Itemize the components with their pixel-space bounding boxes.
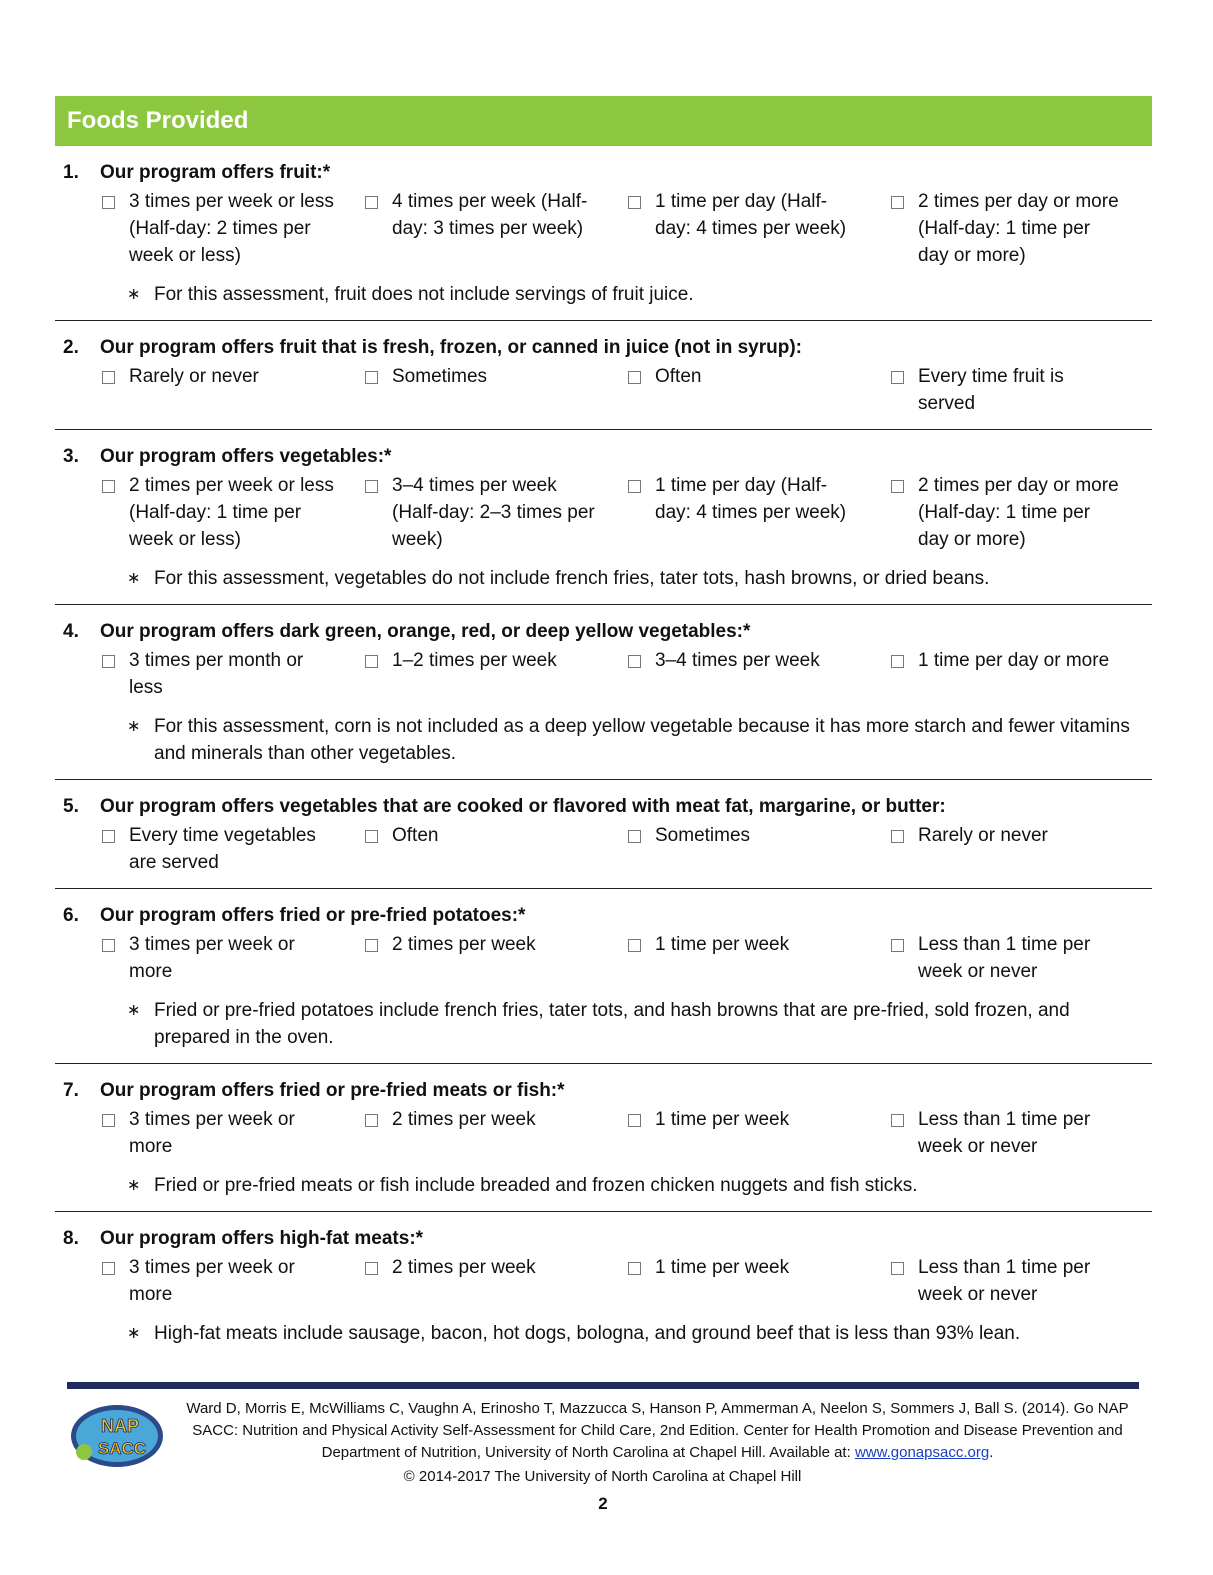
note-text: High-fat meats include sausage, bacon, hot dogs, bologna, and ground beef that is less than 93% lean. xyxy=(154,1323,1021,1344)
answer-option[interactable] xyxy=(889,188,1152,269)
answer-option[interactable] xyxy=(363,1254,626,1308)
checkbox-icon[interactable] xyxy=(102,371,115,384)
option-label: 3 times per month or less xyxy=(129,650,304,698)
answer-option[interactable] xyxy=(626,1254,889,1308)
answer-option[interactable] xyxy=(363,822,626,876)
question-number: 2. xyxy=(63,337,79,358)
option-label: 3 times per week or more xyxy=(129,934,295,982)
note-text: For this assessment, corn is not included as a deep yellow vegetable because it has more starch and fewer vitamins and minerals than other vegetables. xyxy=(154,716,1130,764)
checkbox-icon[interactable] xyxy=(365,196,378,209)
answer-option[interactable] xyxy=(363,188,626,269)
page-number: 2 xyxy=(598,1494,608,1513)
question-text: Our program offers fruit:* xyxy=(100,162,331,183)
answer-option[interactable] xyxy=(889,363,1152,417)
asterisk-icon: ∗ xyxy=(127,286,141,303)
option-label: Every time fruit is served xyxy=(918,366,1064,414)
copyright: © 2014-2017 The University of North Carolina at Chapel Hill xyxy=(403,1468,802,1485)
question-title xyxy=(55,444,1152,470)
option-label: 1 time per week xyxy=(655,1257,790,1278)
question-text: Our program offers vegetables that are cooked or flavored with meat fat, margarine, or butter: xyxy=(100,796,946,817)
answer-option[interactable] xyxy=(363,472,626,553)
answer-option[interactable] xyxy=(889,931,1152,985)
option-label: 2 times per day or more (Half-day: 1 time per day or more) xyxy=(918,191,1119,266)
option-label: Often xyxy=(655,366,702,387)
checkbox-icon[interactable] xyxy=(365,1262,378,1275)
checkbox-icon[interactable] xyxy=(628,371,641,384)
assessment-note xyxy=(127,713,1152,767)
option-label: 2 times per week xyxy=(392,1257,536,1278)
checkbox-icon[interactable] xyxy=(628,655,641,668)
citation-text: Ward D, Morris E, McWilliams C, Vaughn A, Erinosho T, Mazzucca S, Hanson P, Ammerman A, Neelon S, Sommers J, Ball S. (2014). Go NAP SACC: Nutrition and Physical Activity Self-Assessment for Child Care, 2nd Edition. Center for Health Promotion and Disease Prevention and Department of Nutrition, University of North Carolina at Chapel Hill. Available at: xyxy=(186,1400,1129,1461)
answer-option[interactable] xyxy=(626,363,889,417)
assessment-note xyxy=(127,281,1152,308)
question-7 xyxy=(55,1064,1152,1212)
answer-option[interactable] xyxy=(363,363,626,417)
option-label: Less than 1 time per week or never xyxy=(918,1109,1091,1157)
assessment-note xyxy=(127,1320,1152,1347)
checkbox-icon[interactable] xyxy=(365,655,378,668)
checkbox-icon[interactable] xyxy=(102,480,115,493)
option-label: 2 times per day or more (Half-day: 1 time per day or more) xyxy=(918,475,1119,550)
option-label: Less than 1 time per week or never xyxy=(918,1257,1091,1305)
question-title xyxy=(55,1226,1152,1252)
option-label: 3 times per week or more xyxy=(129,1257,295,1305)
questions-list xyxy=(55,146,1152,1359)
checkbox-icon[interactable] xyxy=(365,371,378,384)
answer-option[interactable] xyxy=(363,647,626,701)
answer-option[interactable] xyxy=(626,647,889,701)
option-label: Often xyxy=(392,825,439,846)
question-text: Our program offers fried or pre-fried potatoes:* xyxy=(100,905,526,926)
asterisk-icon: ∗ xyxy=(127,570,141,587)
option-label: 1 time per day (Half-day: 4 times per week) xyxy=(655,191,847,239)
answer-option[interactable] xyxy=(363,931,626,985)
option-label: Rarely or never xyxy=(129,366,259,387)
option-label: Rarely or never xyxy=(918,825,1048,846)
assessment-note xyxy=(127,997,1152,1051)
answer-option[interactable] xyxy=(889,822,1152,876)
logo-text-bottom: SACC xyxy=(97,1439,147,1458)
section-header xyxy=(55,96,1152,146)
assessment-note xyxy=(127,1172,1152,1199)
checkbox-icon[interactable] xyxy=(102,939,115,952)
question-number: 4. xyxy=(63,621,79,642)
checkbox-icon[interactable] xyxy=(365,939,378,952)
checkbox-icon[interactable] xyxy=(365,1114,378,1127)
note-text: Fried or pre-fried meats or fish include breaded and frozen chicken nuggets and fish sticks. xyxy=(154,1175,918,1196)
asterisk-icon: ∗ xyxy=(127,1177,141,1194)
option-label: Sometimes xyxy=(392,366,488,387)
answer-options xyxy=(100,647,1152,701)
option-label: 2 times per week xyxy=(392,1109,536,1130)
answer-option[interactable] xyxy=(100,647,363,701)
note-text: For this assessment, vegetables do not include french fries, tater tots, hash browns, or dried beans. xyxy=(154,568,990,589)
section-title: Foods Provided xyxy=(67,107,249,134)
option-label: 1 time per week xyxy=(655,1109,790,1130)
checkbox-icon[interactable] xyxy=(102,1114,115,1127)
option-label: 1 time per day or more xyxy=(918,650,1110,671)
answer-options xyxy=(100,363,1152,417)
checkbox-icon[interactable] xyxy=(102,196,115,209)
option-label: 4 times per week (Half-day: 3 times per week) xyxy=(392,191,588,239)
checkbox-icon[interactable] xyxy=(628,830,641,843)
checkbox-icon[interactable] xyxy=(891,196,904,209)
checkbox-icon[interactable] xyxy=(891,830,904,843)
answer-options xyxy=(100,1254,1152,1308)
question-3 xyxy=(55,430,1152,605)
answer-options xyxy=(100,1106,1152,1160)
checkbox-icon[interactable] xyxy=(628,1262,641,1275)
answer-option[interactable] xyxy=(100,188,363,269)
citation xyxy=(175,1398,1140,1464)
option-label: 3–4 times per week (Half-day: 2–3 times per week) xyxy=(392,475,595,550)
answer-option[interactable] xyxy=(626,472,889,553)
question-number: 5. xyxy=(63,796,79,817)
asterisk-icon: ∗ xyxy=(127,1002,141,1019)
answer-option[interactable] xyxy=(889,1254,1152,1308)
question-2 xyxy=(55,321,1152,430)
website-link[interactable]: www.gonapsacc.org xyxy=(854,1444,990,1461)
question-text: Our program offers dark green, orange, red, or deep yellow vegetables:* xyxy=(100,621,751,642)
answer-option[interactable] xyxy=(100,822,363,876)
checkbox-icon[interactable] xyxy=(891,1114,904,1127)
answer-options xyxy=(100,472,1152,553)
option-label: 2 times per week xyxy=(392,934,536,955)
question-title xyxy=(55,903,1152,929)
option-label: Every time vegetables are served xyxy=(129,825,316,873)
checkbox-icon[interactable] xyxy=(891,655,904,668)
question-5 xyxy=(55,780,1152,889)
answer-option[interactable] xyxy=(626,188,889,269)
question-text: Our program offers fruit that is fresh, frozen, or canned in juice (not in syrup): xyxy=(100,337,803,358)
answer-option[interactable] xyxy=(100,472,363,553)
checkbox-icon[interactable] xyxy=(102,655,115,668)
option-label: 1 time per day (Half-day: 4 times per week) xyxy=(655,475,847,523)
note-text: Fried or pre-fried potatoes include french fries, tater tots, and hash browns that are pre-fried, sold frozen, and prepared in the oven. xyxy=(154,1000,1070,1048)
checkbox-icon[interactable] xyxy=(365,480,378,493)
answer-option[interactable] xyxy=(889,472,1152,553)
logo-text-top: NAP xyxy=(100,1416,140,1436)
answer-option[interactable] xyxy=(100,931,363,985)
question-number: 8. xyxy=(63,1228,79,1249)
assessment-note xyxy=(127,565,1152,592)
checkbox-icon[interactable] xyxy=(891,371,904,384)
question-number: 7. xyxy=(63,1080,79,1101)
option-label: 3–4 times per week xyxy=(655,650,820,671)
checkbox-icon[interactable] xyxy=(102,1262,115,1275)
checkbox-icon[interactable] xyxy=(891,480,904,493)
answer-options xyxy=(100,931,1152,985)
answer-options xyxy=(100,822,1152,876)
answer-options xyxy=(100,188,1152,269)
asterisk-icon: ∗ xyxy=(127,1325,141,1342)
question-title xyxy=(55,335,1152,361)
question-8 xyxy=(55,1212,1152,1359)
asterisk-icon: ∗ xyxy=(127,718,141,735)
checkbox-icon[interactable] xyxy=(365,830,378,843)
answer-option[interactable] xyxy=(100,363,363,417)
answer-option[interactable] xyxy=(626,822,889,876)
answer-option[interactable] xyxy=(100,1254,363,1308)
checkbox-icon[interactable] xyxy=(891,1262,904,1275)
option-label: 3 times per week or more xyxy=(129,1109,295,1157)
question-text: Our program offers fried or pre-fried meats or fish:* xyxy=(100,1080,565,1101)
option-label: Less than 1 time per week or never xyxy=(918,934,1091,982)
citation-period: . xyxy=(989,1444,994,1461)
answer-option[interactable] xyxy=(626,931,889,985)
question-number: 1. xyxy=(63,162,79,183)
option-label: 3 times per week or less (Half-day: 2 times per week or less) xyxy=(129,191,334,266)
question-1 xyxy=(55,146,1152,321)
question-number: 6. xyxy=(63,905,79,926)
question-title xyxy=(55,794,1152,820)
checkbox-icon[interactable] xyxy=(628,1114,641,1127)
nap-sacc-logo xyxy=(68,1400,166,1470)
answer-option[interactable] xyxy=(889,1106,1152,1160)
checkbox-icon[interactable] xyxy=(102,830,115,843)
question-6 xyxy=(55,889,1152,1064)
question-text: Our program offers high-fat meats:* xyxy=(100,1228,424,1249)
answer-option[interactable] xyxy=(363,1106,626,1160)
option-label: 2 times per week or less (Half-day: 1 time per week or less) xyxy=(129,475,334,550)
checkbox-icon[interactable] xyxy=(628,196,641,209)
question-number: 3. xyxy=(63,446,79,467)
note-text: For this assessment, fruit does not include servings of fruit juice. xyxy=(154,284,694,305)
answer-option[interactable] xyxy=(100,1106,363,1160)
question-title xyxy=(55,160,1152,186)
option-label: Sometimes xyxy=(655,825,751,846)
answer-option[interactable] xyxy=(889,647,1152,701)
checkbox-icon[interactable] xyxy=(628,480,641,493)
checkbox-icon[interactable] xyxy=(891,939,904,952)
answer-option[interactable] xyxy=(626,1106,889,1160)
option-label: 1–2 times per week xyxy=(392,650,557,671)
question-text: Our program offers vegetables:* xyxy=(100,446,392,467)
footer-divider xyxy=(67,1382,1139,1389)
question-4 xyxy=(55,605,1152,780)
question-title xyxy=(55,619,1152,645)
question-title xyxy=(55,1078,1152,1104)
option-label: 1 time per week xyxy=(655,934,790,955)
checkbox-icon[interactable] xyxy=(628,939,641,952)
